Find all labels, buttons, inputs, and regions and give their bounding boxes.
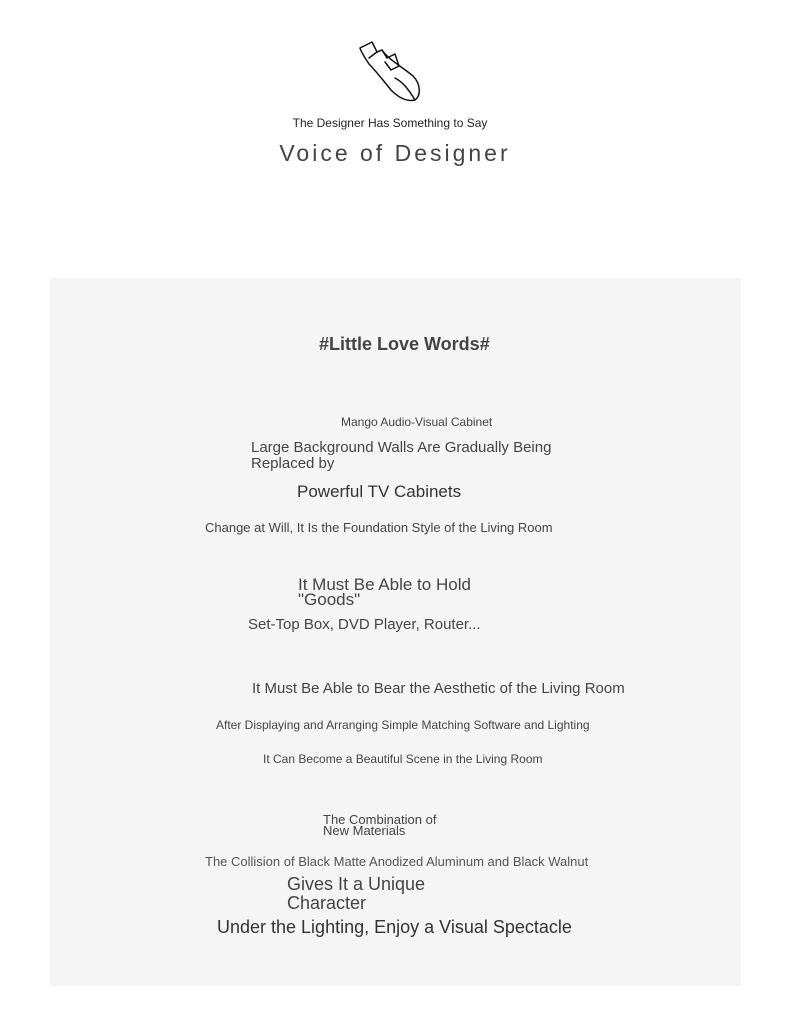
text-line: The Collision of Black Matte Anodized Aluminum and Black Walnut xyxy=(205,854,589,869)
text-line: Large Background Walls Are Gradually Being Replaced by xyxy=(251,439,552,472)
text-line: The Combination of New Materials xyxy=(323,812,437,838)
text-line: It Must Be Able to Hold "Goods" xyxy=(298,575,471,609)
text-line: Set-Top Box, DVD Player, Router... xyxy=(248,616,481,633)
page-title: Voice of Designer xyxy=(279,140,511,166)
text-line: After Displaying and Arranging Simple Matching Software and Lighting xyxy=(216,718,590,732)
text-line: Powerful TV Cabinets xyxy=(297,482,462,501)
text-line: Gives It a Unique Character xyxy=(287,874,426,913)
section-heading: #Little Love Words# xyxy=(319,334,490,354)
text-line: It Must Be Able to Bear the Aesthetic of the Living Room xyxy=(252,680,625,697)
header-subtitle: The Designer Has Something to Say xyxy=(292,116,488,130)
text-line: Mango Audio-Visual Cabinet xyxy=(341,415,493,429)
text-line: It Can Become a Beautiful Scene in the Living Room xyxy=(263,752,543,766)
feather-leaf-icon xyxy=(355,40,425,104)
text-line: Under the Lighting, Enjoy a Visual Spectacle xyxy=(217,917,572,937)
text-line: Change at Will, It Is the Foundation Style of the Living Room xyxy=(205,520,553,535)
